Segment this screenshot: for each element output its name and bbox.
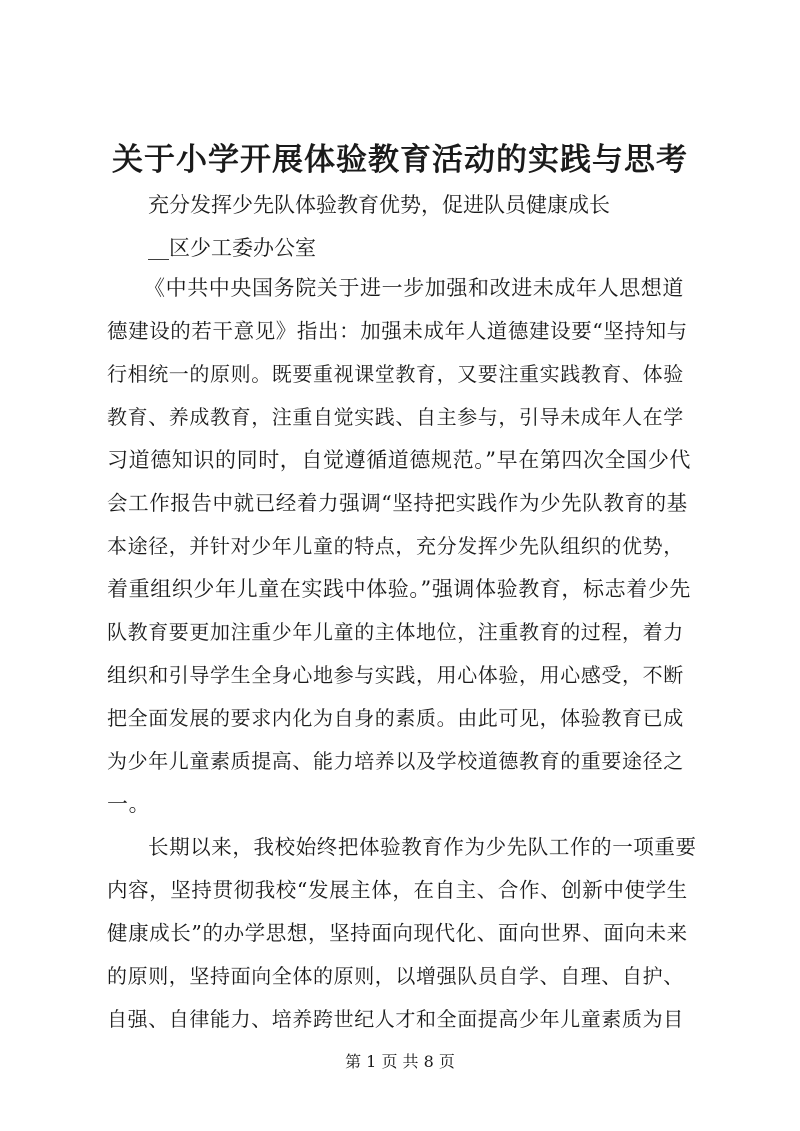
paragraph-1-line: 一。 (107, 792, 151, 816)
paragraph-1-line: 组织和引导学生全身心地参与实践，用心体验，用心感受，不断 (107, 663, 684, 687)
paragraph-2-line: 长期以来，我校始终把体验教育作为少先队工作的一项重要 (148, 835, 697, 859)
paragraph-1-line: 习道德知识的同时，自觉遵循道德规范。”早在第四次全国少代 (107, 448, 692, 472)
paragraph-2-line: 自强、自律能力、培养跨世纪人才和全面提高少年儿童素质为目 (107, 1007, 684, 1031)
paragraph-1-line: 《中共中央国务院关于进一步加强和改进未成年人思想道 (144, 276, 684, 300)
page-number-footer: 第 1 页 共 8 页 (345, 1052, 455, 1071)
document-subtitle: 充分发挥少先队体验教育优势，促进队员健康成长 (148, 193, 610, 217)
paragraph-1-line: 把全面发展的要求内化为自身的素质。由此可见，体验教育已成 (107, 706, 684, 730)
paragraph-1-line: 着重组织少年儿童在实践中体验。”强调体验教育，标志着少先 (107, 577, 692, 601)
document-title: 关于小学开展体验教育活动的实践与思考 (112, 142, 688, 178)
author-organization: __区少工委办公室 (148, 236, 316, 260)
paragraph-1-line: 教育、养成教育，注重自觉实践、自主参与，引导未成年人在学 (107, 405, 684, 429)
paragraph-1-line: 德建设的若干意见》指出：加强未成年人道德建设要“坚持知与 (107, 319, 688, 343)
paragraph-1-line: 队教育要更加注重少年儿童的主体地位，注重教育的过程，着力 (107, 620, 684, 644)
paragraph-1-line: 本途径，并针对少年儿童的特点，充分发挥少先队组织的优势， (107, 534, 684, 558)
paragraph-1-line: 行相统一的原则。既要重视课堂教育，又要注重实践教育、体验 (107, 362, 684, 386)
paragraph-2-line: 的原则，坚持面向全体的原则，以增强队员自学、自理、自护、 (107, 964, 684, 988)
paragraph-1-line: 会工作报告中就已经着力强调“坚持把实践作为少先队教育的基 (107, 491, 688, 515)
paragraph-2-line: 内容，坚持贯彻我校“发展主体，在自主、合作、创新中使学生 (107, 878, 688, 902)
paragraph-2-line: 健康成长”的办学思想，坚持面向现代化、面向世界、面向未来 (107, 921, 688, 945)
paragraph-1-line: 为少年儿童素质提高、能力培养以及学校道德教育的重要途径之 (107, 749, 684, 773)
